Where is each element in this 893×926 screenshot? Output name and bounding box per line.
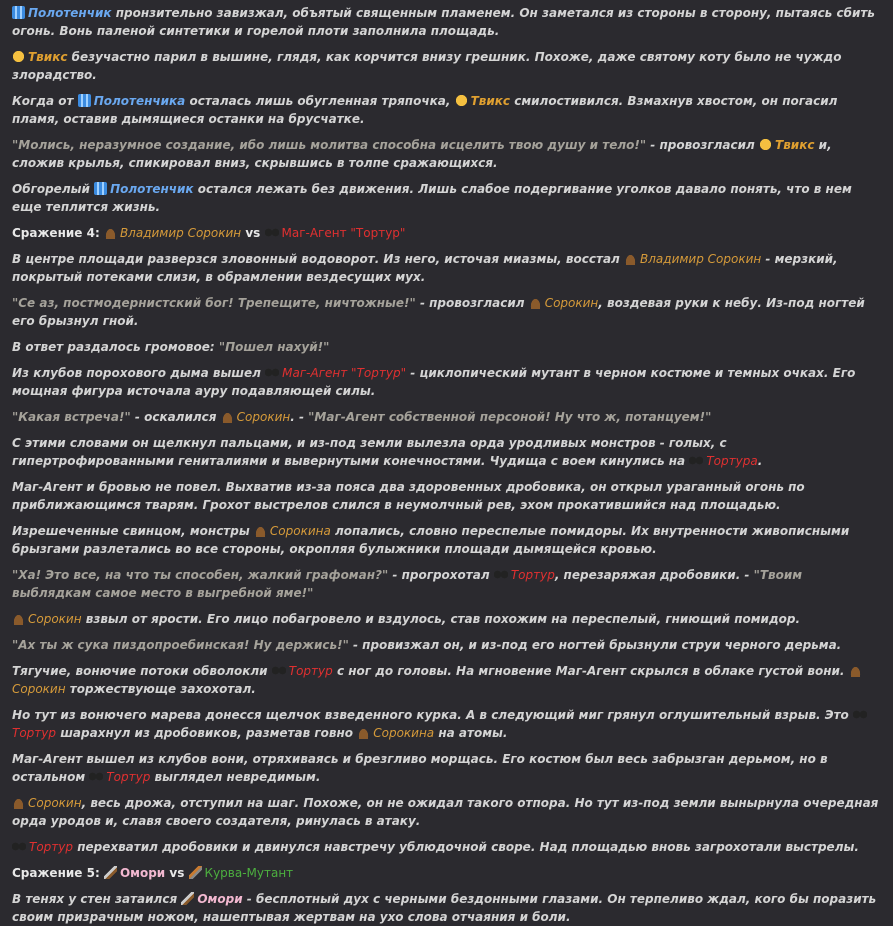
text: , воздевая руки к небу. Из-под ногтей его брызнул гной. — [12, 296, 865, 328]
text: В ответ раздалось громовое: — [12, 340, 215, 354]
text: с ног до головы. На мгновение Маг-Агент скрылся в облаке густой вони. — [336, 664, 845, 678]
character-name: Тортур — [106, 770, 151, 784]
text: перехватил дробовики и двинулся навстречу ублюдочной своре. Над площадью вновь загрохотали выстрелы. — [77, 840, 859, 854]
paragraph — [12, 750, 881, 786]
text: - прогрохотал — [392, 568, 490, 582]
poop-icon — [849, 664, 862, 677]
paragraph — [12, 4, 881, 40]
poop-icon — [254, 524, 267, 537]
paragraph — [12, 434, 881, 470]
character-name: Тортура — [706, 454, 758, 468]
text: С этими словами он щелкнул пальцами, и из-под земли вылезла орда уродливых монстров - голых, с гипертрофированными гениталиями и вывернутыми конечностями. Чудища с воем кинулись на — [12, 436, 727, 468]
character-name: Полотенчика — [93, 94, 186, 108]
character-name: Тортур — [29, 840, 73, 854]
paragraph — [12, 610, 881, 628]
paragraph — [12, 636, 881, 654]
text: Обгорелый — [12, 182, 90, 196]
poop-icon — [529, 296, 542, 309]
text: торжествующе захохотал. — [69, 682, 256, 696]
fighter-name: Омори — [119, 866, 166, 880]
paragraph — [12, 338, 881, 356]
battle-label: Сражение 5: — [12, 866, 100, 880]
text: - провизжал он, и из-под его ногтей брызнули струи черного дерьма. — [353, 638, 842, 652]
text: остался лежать без движения. Лишь слабое подергивание уголков давало понять, что в нем еще теплится жизнь. — [12, 182, 852, 214]
fighter-name: Курва-Мутант — [204, 866, 294, 880]
text: - провозгласил — [650, 138, 755, 152]
knife-icon — [104, 866, 117, 879]
text: на атомы. — [438, 726, 508, 740]
vs-label: vs — [169, 866, 185, 880]
quote: "Ха! Это все, на что ты способен, жалкий графоман?" — [12, 568, 389, 582]
character-name: Сорокина — [373, 726, 435, 740]
smiling-face-icon — [12, 50, 25, 63]
paragraph — [12, 92, 881, 128]
hammer-icon — [189, 866, 202, 879]
character-name: Омори — [197, 892, 243, 906]
text: В центре площади разверзся зловонный водоворот. Из него, источая миазмы, восстал — [12, 252, 620, 266]
towel-icon — [78, 94, 91, 107]
character-name: Тортур — [12, 726, 56, 740]
battle-label: Сражение 4: — [12, 226, 100, 240]
character-name: Твикс — [28, 50, 68, 64]
character-name: Полотенчик — [28, 6, 112, 20]
text: - циклопический мутант в черном костюме и темных очках. Его мощная фигура источала ауру подавляющей силы. — [12, 366, 856, 398]
character-name: Сорокин — [28, 796, 82, 810]
text: безучастно парил в вышине, глядя, как корчится внизу грешник. Похоже, даже святому коту было не чуждо злорадство. — [12, 50, 842, 82]
vs-label: vs — [245, 226, 261, 240]
quote: "Твоим выблядкам самое место в выгребной яме!" — [12, 568, 803, 600]
character-name: Владимир Сорокин — [640, 252, 762, 266]
text: лопались, словно переспелые помидоры. Их внутренности живописными брызгами разлетались во все стороны, окропляя булыжники площади дымящейся кровью. — [12, 524, 850, 556]
text: осталась лишь обугленная тряпочка, — [189, 94, 451, 108]
fighter-name: Маг-Агент "Тортур" — [281, 226, 406, 240]
sunglasses-icon — [689, 454, 703, 467]
poop-icon — [357, 726, 370, 739]
text: Тягучие, вонючие потоки обволокли — [12, 664, 268, 678]
poop-icon — [624, 252, 637, 265]
text: шарахнул из дробовиков, разметав говно — [60, 726, 354, 740]
text: . — [757, 454, 763, 468]
paragraph — [12, 408, 881, 426]
smiling-face-icon — [759, 138, 772, 151]
paragraph — [12, 838, 881, 856]
paragraph — [12, 662, 881, 698]
paragraph — [12, 364, 881, 400]
text: Маг-Агент вышел из клубов вони, отряхиваясь и брезгливо морщась. Его костюм был весь забрызган дерьмом, но в остальном — [12, 752, 828, 784]
character-name: Сорокина — [269, 524, 331, 538]
quote: "Ах ты ж сука пиздопроебинская! Ну держись!" — [12, 638, 349, 652]
paragraph — [12, 250, 881, 286]
poop-icon — [12, 796, 25, 809]
sunglasses-icon — [12, 840, 26, 853]
sunglasses-icon — [265, 366, 279, 379]
text: В тенях у стен затаился — [12, 892, 178, 906]
character-name: Тортур — [510, 568, 555, 582]
towel-icon — [94, 182, 107, 195]
poop-icon — [221, 410, 234, 423]
sunglasses-icon — [853, 708, 867, 721]
text: Когда от — [12, 94, 74, 108]
text: , перезаряжая дробовики. - — [554, 568, 750, 582]
battle-header — [12, 864, 881, 882]
text: . - — [290, 410, 304, 424]
character-name: Сорокин — [28, 612, 82, 626]
text: пронзительно завизжал, объятый священным пламенем. Он заметался из стороны в сторону, пытаясь сбить огонь. Вонь паленой синтетики и горелой плоти заполнила площадь. — [12, 6, 875, 38]
paragraph — [12, 566, 881, 602]
character-name: Маг-Агент "Тортур" — [282, 366, 407, 380]
paragraph — [12, 522, 881, 558]
text: и, сложив крылья, спикировал вниз, скрывшись в толпе сражающихся. — [12, 138, 832, 170]
character-name: Тортур — [288, 664, 333, 678]
paragraph — [12, 180, 881, 216]
paragraph — [12, 48, 881, 84]
quote: "Молись, неразумное создание, ибо лишь молитва способна исцелить твою душу и тело!" — [12, 138, 647, 152]
character-name: Твикс — [470, 94, 511, 108]
paragraph — [12, 478, 881, 514]
fighter-name: Владимир Сорокин — [119, 226, 242, 240]
character-name: Сорокин — [236, 410, 291, 424]
text: Изрешеченные свинцом, монстры — [12, 524, 250, 538]
text: смилостивился. Взмахнув хвостом, он погасил пламя, оставив дымящиеся останки на брусчатке. — [12, 94, 838, 126]
text: - мерзкий, покрытый потеками слизи, в обрамлении вездесущих мух. — [12, 252, 838, 284]
battle-header — [12, 224, 881, 242]
text: , весь дрожа, отступил на шаг. Похоже, он не ожидал такого отпора. Но тут из-под земли вынырнула очередная орда уродов и, славя своего создателя, ринулась в атаку. — [12, 796, 879, 828]
text: - провозгласил — [419, 296, 525, 310]
poop-icon — [12, 612, 25, 625]
paragraph — [12, 706, 881, 742]
text: Из клубов порохового дыма вышел — [12, 366, 261, 380]
paragraph — [12, 890, 881, 926]
text: выглядел невредимым. — [154, 770, 321, 784]
smiling-face-icon — [455, 94, 468, 107]
sunglasses-icon — [265, 226, 279, 239]
character-name: Сорокин — [12, 682, 66, 696]
sunglasses-icon — [272, 664, 286, 677]
character-name: Полотенчик — [110, 182, 194, 196]
sunglasses-icon — [494, 568, 508, 581]
text: Но тут из вонючего марева донесся щелчок взведенного курка. А в следующий миг грянул оглушительный взрыв. Это — [12, 708, 849, 722]
character-name: Сорокин — [544, 296, 599, 310]
paragraph — [12, 294, 881, 330]
quote: "Пошел нахуй!" — [218, 340, 330, 354]
towel-icon — [12, 6, 25, 19]
poop-icon — [104, 226, 117, 239]
knife-icon — [181, 892, 194, 905]
paragraph — [12, 136, 881, 172]
quote: "Маг-Агент собственной персоной! Ну что ж, потанцуем!" — [308, 410, 712, 424]
text: Маг-Агент и бровью не повел. Выхватив из-за пояса два здоровенных дробовика, он открыл ураганный огонь по приближающимся тварям. Грохот выстрелов слился в неумолчный рев, эхом прокатившийся над площадью. — [12, 480, 805, 512]
text: - оскалился — [134, 410, 217, 424]
text: - бесплотный дух с черными бездонными глазами. Он терпеливо ждал, кого бы поразить своим призрачным ножом, нашептывая жертвам на ухо слова отчаяния и боли. — [12, 892, 877, 924]
sunglasses-icon — [89, 770, 103, 783]
quote: "Какая встреча!" — [12, 410, 131, 424]
paragraph — [12, 794, 881, 830]
character-name: Твикс — [775, 138, 815, 152]
text: взвыл от ярости. Его лицо побагровело и вздулось, став похожим на переспелый, гниющий помидор. — [85, 612, 801, 626]
quote: "Се аз, постмодернистский бог! Трепещите, ничтожные!" — [12, 296, 416, 310]
